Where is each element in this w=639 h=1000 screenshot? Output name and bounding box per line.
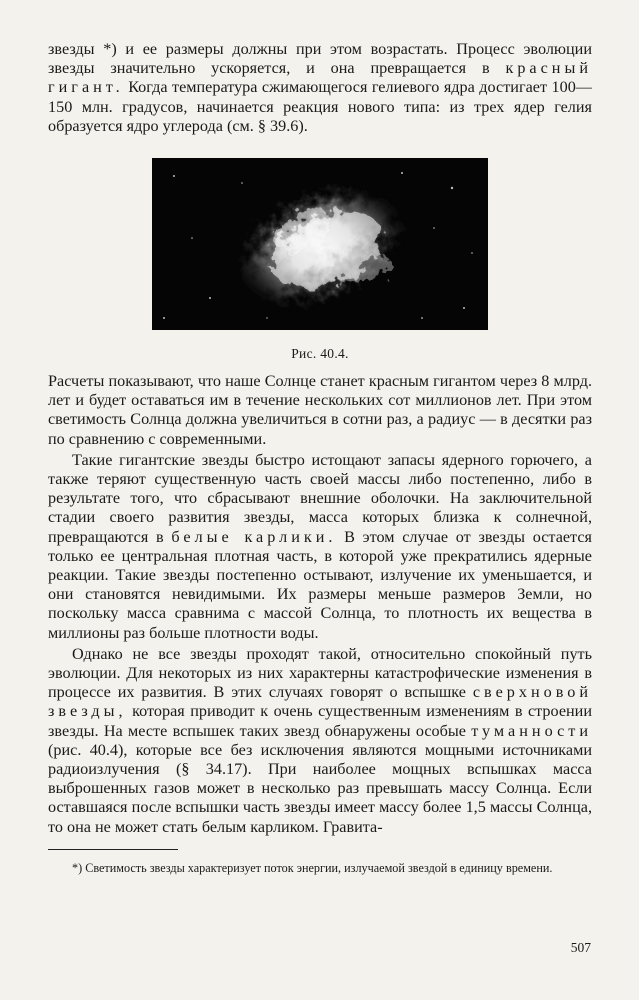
term-white-dwarfs: белые карлики. (171, 527, 337, 546)
figure-40-4 (48, 158, 592, 362)
paragraph-3 (48, 451, 592, 643)
paragraph-1 (48, 40, 592, 136)
paragraph-2: Расчеты показывают, что наше Солнце станет красным гигантом через 8 млрд. лет и будет оставаться им в течение нескольких сот миллионов лет. При этом светимость Солнца должна увеличиться в сотни раз, а радиус — в десятки раз по сравнению с современными. (48, 372, 592, 448)
paragraph-1-text-b: Когда температура сжимающегося гелиевого ядра достигает 100—150 млн. градусов, начинается реакция нового типа: из трех ядер гелия образуется ядро углерода (см. § 39.6). (48, 78, 592, 135)
paragraph-3-text-b: В этом случае от звезды остается только ее центральная плотная часть, в которой уже прекратились ядерные реакции. Такие звезды постепенно остывают, излучение их уменьшается, и они становятся невидимыми. Их размеры меньше размеров Земли, но поскольку масса сравнима с массой Солнца, то плотность их вещества в миллионы раз больше плотности воды. (48, 527, 592, 642)
footnote: *) Светимость звезды характеризует поток энергии, излучаемой звездой в единицу времени. (72, 860, 553, 875)
paragraph-4-text-c: (рис. 40.4), которые все без исключения являются мощными источниками радиоизлучения (§ 34.17). При наиболее мощных вспышках масса выброшенных газов может в несколько раз превышать массу Солнца. Если оставшаяся после вспышки часть звезды имеет массу более 1,5 массы Солнца, то она не может стать белым карликом. Гравита- (48, 740, 592, 836)
term-red-giant: красный гигант. (48, 59, 592, 97)
paragraph-4-text-a: Однако не все звезды проходят такой, относительно спокойный путь эволюции. Для некоторых из них характерны катастрофические изменения в процессе их развития. В этих случаях говорят о вспышке (48, 644, 592, 702)
paragraph-4 (48, 645, 592, 837)
page-content (48, 40, 592, 876)
paragraph-4-text-b: которая приводит к очень существенным изменениям в строении звезды. На месте вспышек таких звезд обнаружены особые (48, 702, 592, 740)
term-supernova: сверхновой звезды, (48, 683, 592, 721)
crab-nebula-photo (152, 158, 488, 330)
footnote-separator (48, 849, 178, 850)
paragraph-3-text-a: Такие гигантские звезды быстро истощают запасы ядерного горючего, а также теряют существенную часть своей массы либо постепенно, либо в результате того, что сбрасывают внешние оболочки. На заключительной стадии своего развития звезды, масса которых близка к солнечной, превращаются в (48, 450, 592, 546)
page-number: 507 (570, 940, 591, 955)
term-nebulae: туманности (471, 721, 592, 740)
figure-caption: Рис. 40.4. (291, 346, 349, 362)
paragraph-1-text-a: звезды *) и ее размеры должны при этом возрастать. Процесс эволюции звезды значительно ускоряется, и она превращается в (48, 40, 592, 78)
